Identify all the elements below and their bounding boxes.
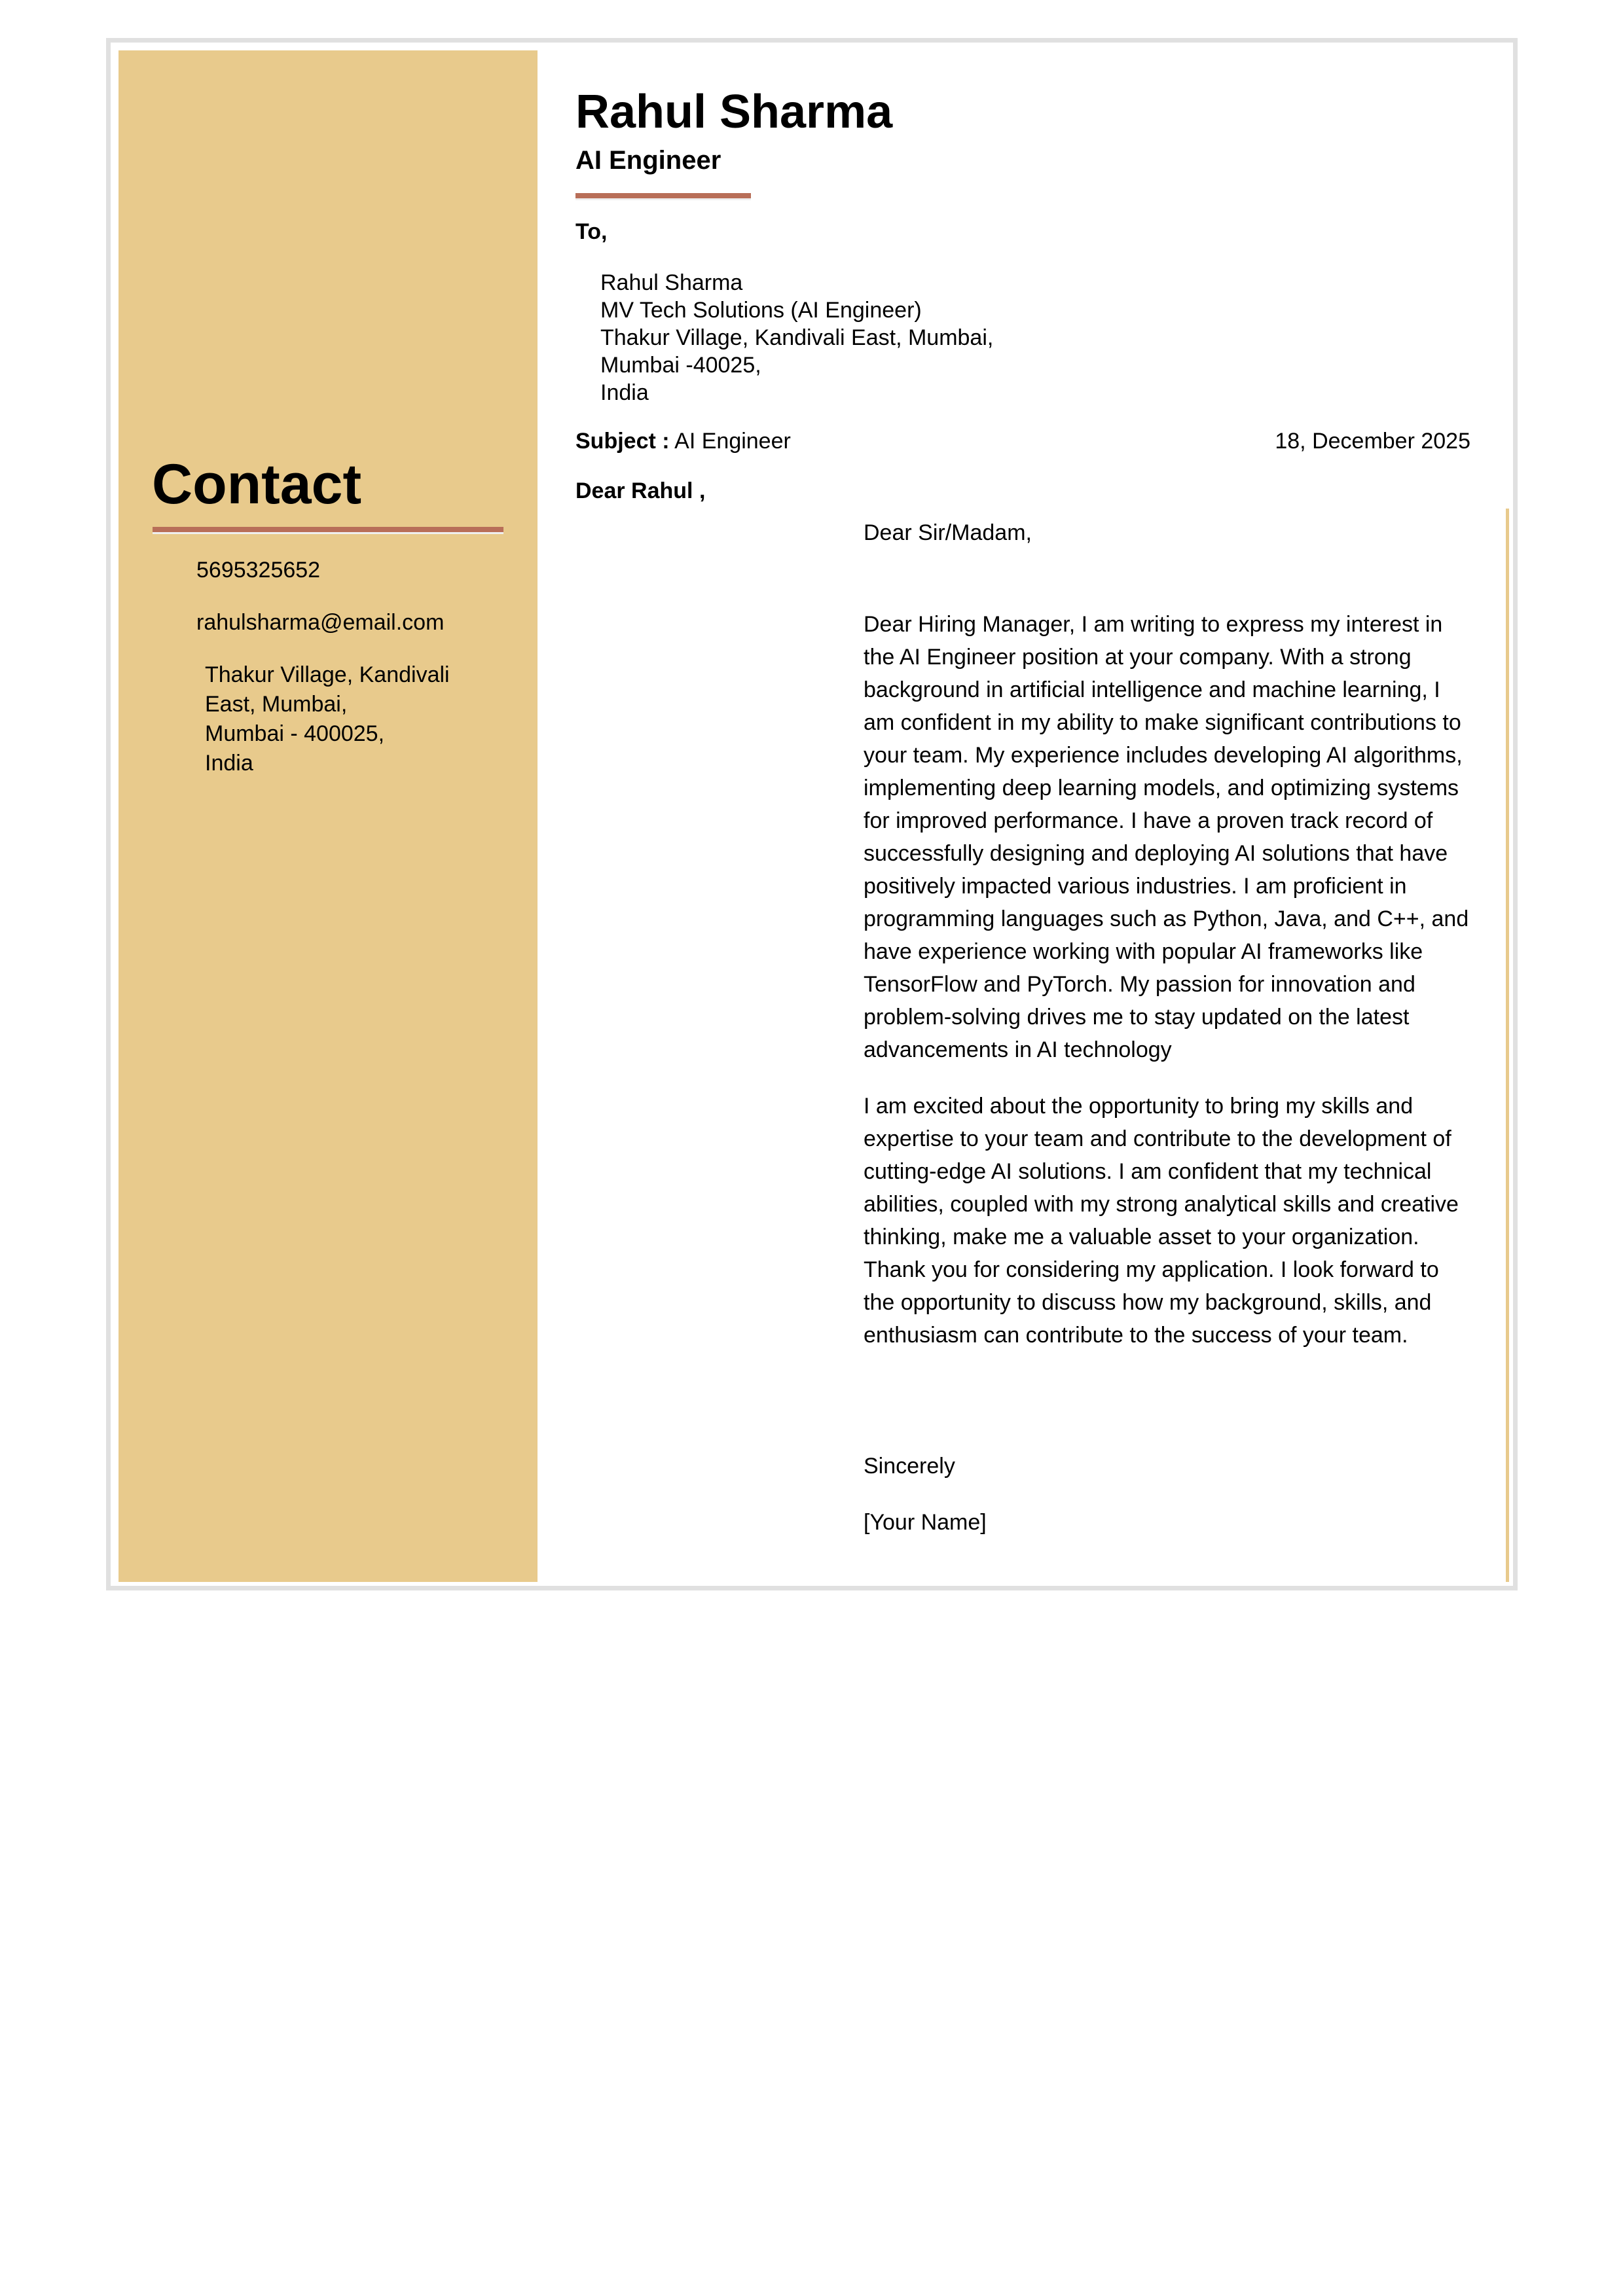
letter-paragraph: Dear Hiring Manager, I am writing to express my interest in the AI Engineer position at your company. With a strong background in artificial intelligence and machine learning, I am confident in my ability to make significant contributions to your team. My experience includes developing AI algorithms, implementing deep learning models, and optimizing systems for improved performance. I have a proven track record of successfully designing and deploying AI solutions that have positively impacted various industries. I am proficient in programming languages such as Python, Java, and C++, and have experience working with popular AI frameworks like TensorFlow and PyTorch. My passion for innovation and problem-solving drives me to stay updated on the latest advancements in AI technology	[864, 612, 1469, 1062]
recipient-line: Mumbai -40025,	[600, 353, 761, 378]
salutation: Dear Rahul ,	[575, 478, 706, 503]
to-label: To,	[575, 219, 608, 244]
letter-signature: [Your Name]	[864, 1510, 987, 1535]
recipient-line: Thakur Village, Kandivali East, Mumbai,	[600, 325, 994, 350]
contact-phone: 5695325652	[196, 558, 321, 583]
subject-label: Subject :	[575, 429, 670, 454]
contact-address-line: India	[205, 751, 253, 776]
body-accent-rule	[1506, 509, 1509, 1582]
cover-letter-page	[106, 38, 1518, 1590]
sender-job-title: AI Engineer	[575, 146, 721, 175]
contact-divider	[153, 527, 503, 534]
title-divider	[575, 193, 751, 200]
letter-date: 18, December 2025	[1275, 429, 1470, 454]
letter-main	[575, 43, 1513, 1586]
letter-body	[864, 516, 1476, 1539]
contact-address-line: Mumbai - 400025,	[205, 721, 385, 746]
letter-closing: Sincerely	[864, 1454, 955, 1479]
contact-address-line: Thakur Village, Kandivali	[205, 662, 450, 687]
contact-email: rahulsharma@email.com	[196, 610, 445, 635]
recipient-block	[600, 269, 993, 406]
sender-name: Rahul Sharma	[575, 86, 893, 138]
contact-sidebar	[119, 50, 538, 1582]
recipient-line: India	[600, 380, 649, 405]
subject-value: AI Engineer	[674, 429, 791, 454]
letter-greeting: Dear Sir/Madam,	[864, 520, 1032, 545]
contact-address-line: East, Mumbai,	[205, 692, 348, 717]
subject-line	[575, 429, 791, 454]
contact-address	[205, 660, 513, 778]
contact-heading: Contact	[152, 453, 362, 516]
letter-paragraph: I am excited about the opportunity to bring my skills and expertise to your team and contribute to the development of cutting-edge AI solutions. I am confident that my technical abilities, coupled with my strong analytical skills and creative thinking, make me a valuable asset to your organization. Thank you for considering my application. I look forward to the opportunity to discuss how my background, skills, and enthusiasm can contribute to the success of your team.	[864, 1094, 1459, 1348]
recipient-line: Rahul Sharma	[600, 270, 743, 295]
recipient-line: MV Tech Solutions (AI Engineer)	[600, 298, 922, 323]
